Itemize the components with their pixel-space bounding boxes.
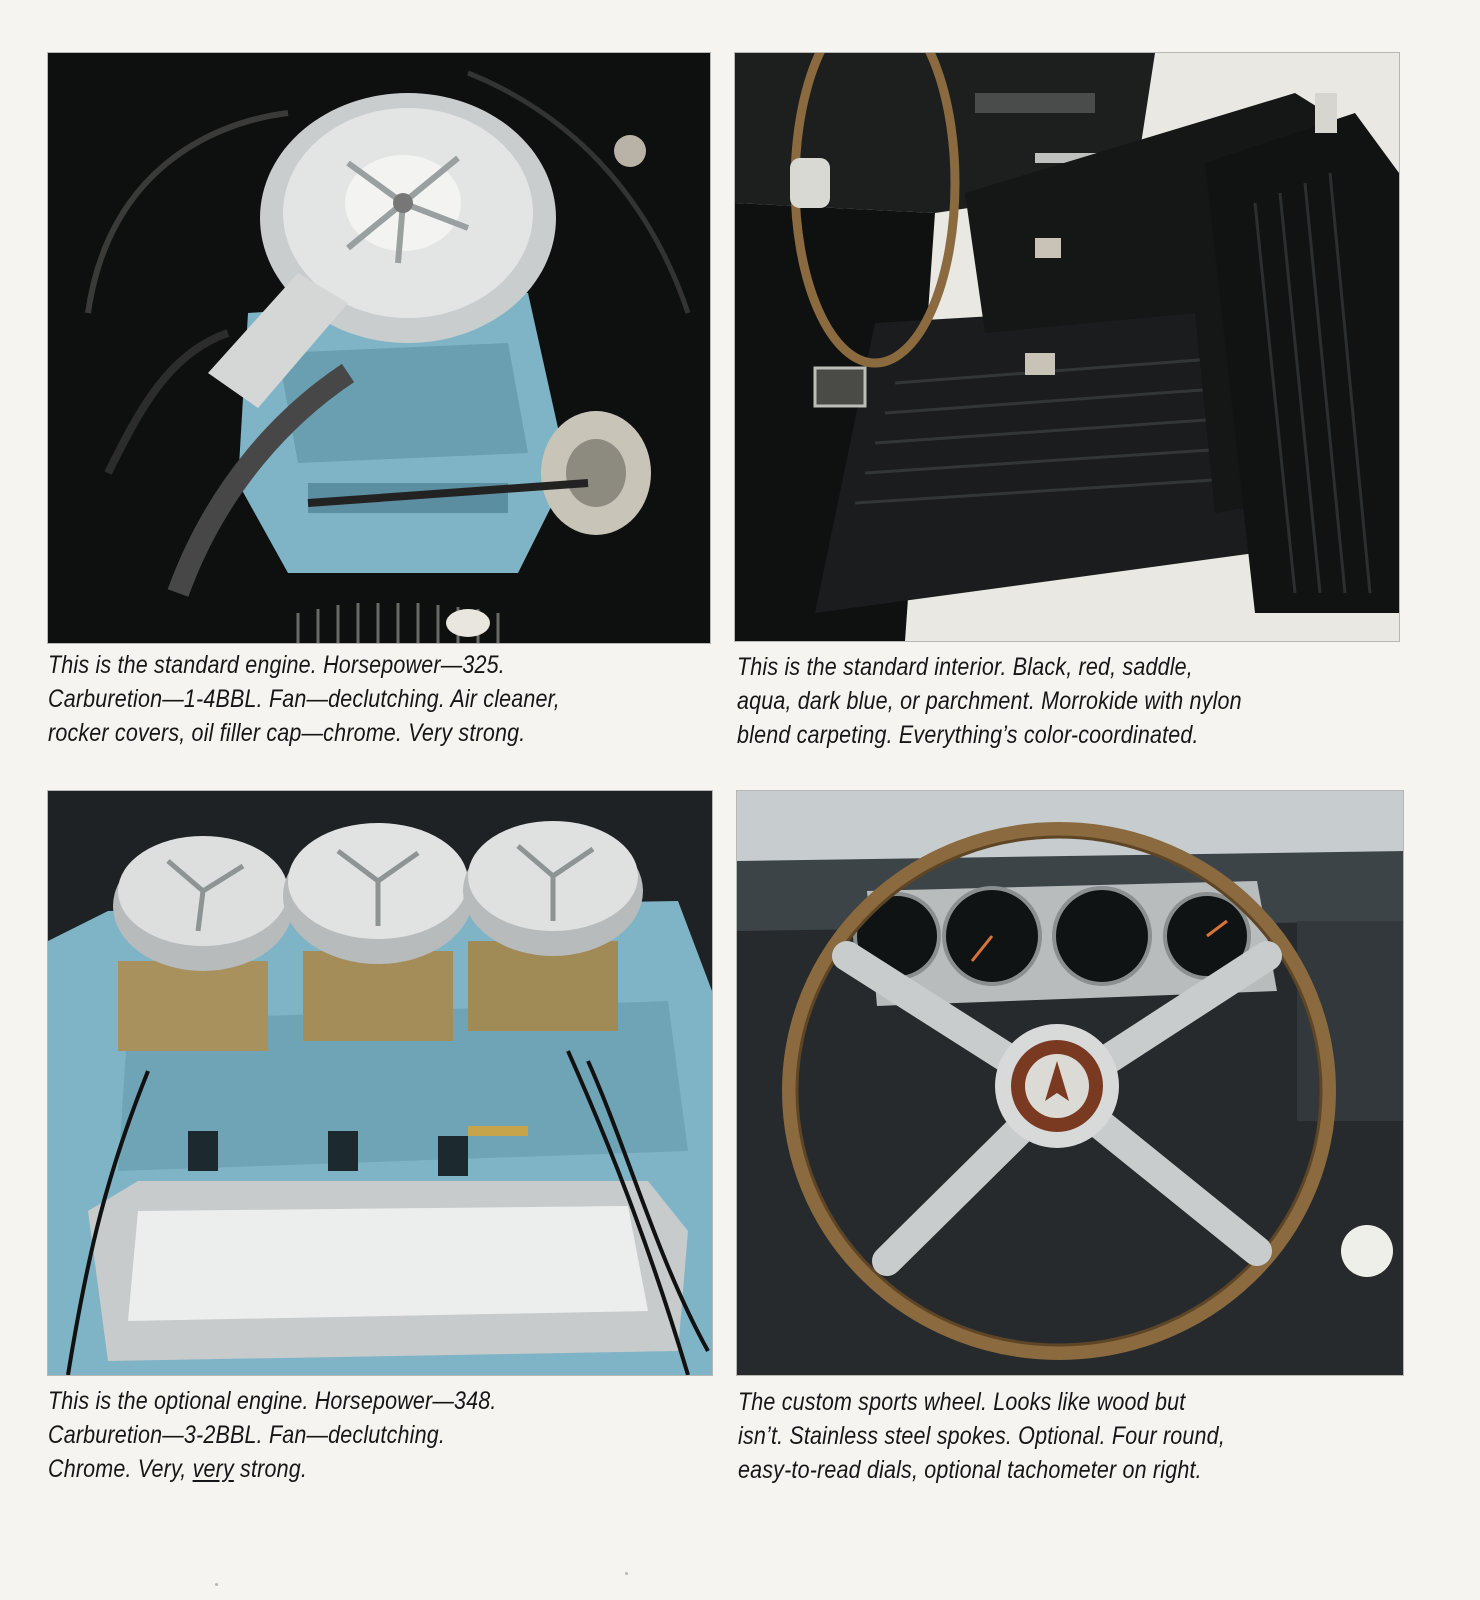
paper-speck — [215, 1583, 218, 1586]
caption-line: Carburetion—3-2BBL. Fan—declutching. — [48, 1421, 445, 1449]
caption-text: Chrome. Very, — [48, 1455, 193, 1483]
caption-line: The custom sports wheel. Looks like wood but — [738, 1388, 1186, 1416]
caption-line: blend carpeting. Everything’s color-coordinated. — [737, 721, 1199, 749]
caption-line: This is the standard interior. Black, red, saddle, — [737, 653, 1193, 681]
optional-engine-caption — [48, 1384, 570, 1486]
sports-wheel-caption — [738, 1385, 1304, 1487]
caption-line: easy-to-read dials, optional tachometer on right. — [738, 1456, 1202, 1484]
optional-engine-photo — [48, 791, 712, 1375]
caption-line: rocker covers, oil filler cap—chrome. Very strong. — [48, 719, 526, 747]
standard-engine-caption — [48, 648, 643, 750]
caption-line: aqua, dark blue, or parchment. Morrokide with nylon — [737, 687, 1242, 715]
caption-line: Carburetion—1-4BBL. Fan—declutching. Air cleaner, — [48, 685, 560, 713]
sports-wheel-photo — [737, 791, 1403, 1375]
standard-interior-photo — [735, 53, 1399, 641]
caption-line-last — [48, 1452, 497, 1486]
caption-line: This is the standard engine. Horsepower—325. — [48, 651, 505, 679]
caption-text: strong. — [233, 1455, 307, 1483]
standard-engine-photo — [48, 53, 710, 643]
standard-interior-caption — [737, 650, 1324, 752]
caption-line: This is the optional engine. Horsepower—348. — [48, 1387, 497, 1415]
paper-speck — [625, 1572, 628, 1575]
caption-emphasis: very — [192, 1455, 234, 1483]
caption-line: isn’t. Stainless steel spokes. Optional. Four round, — [738, 1422, 1225, 1450]
